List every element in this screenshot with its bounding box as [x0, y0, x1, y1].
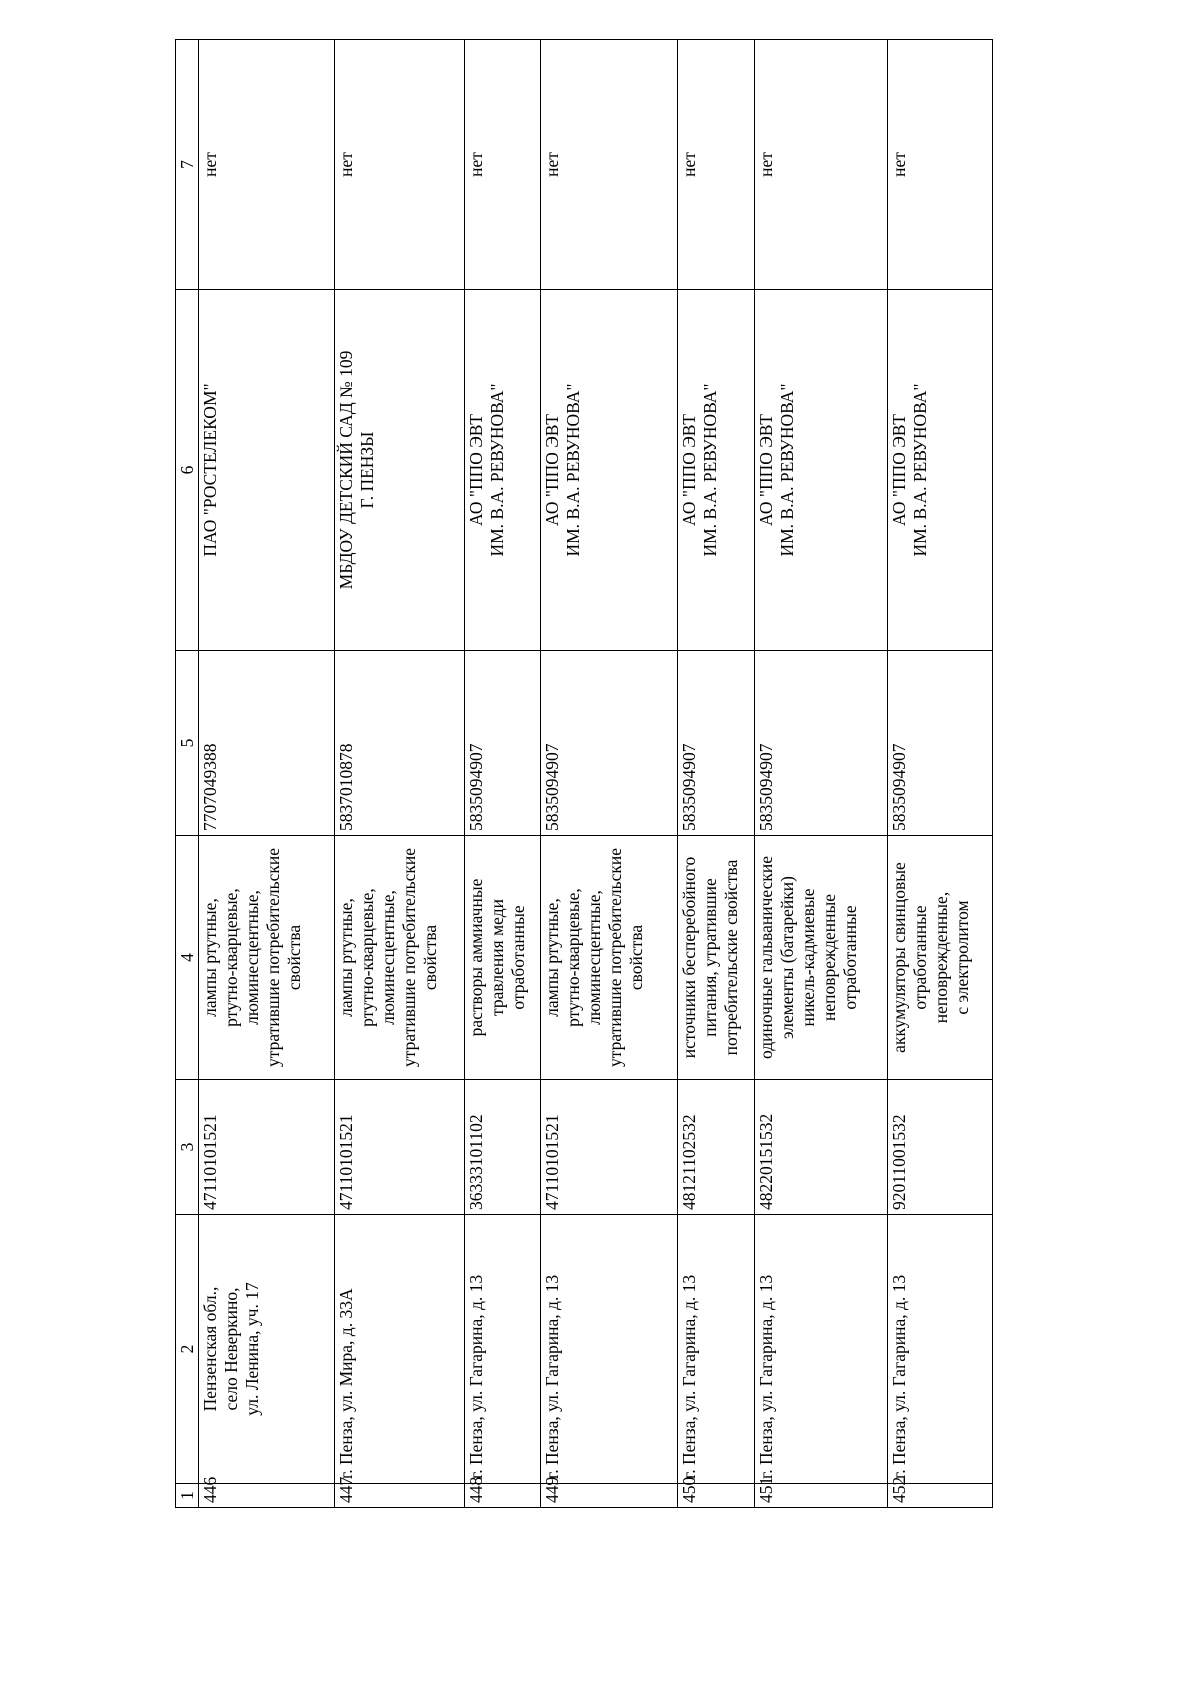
organization-cell [887, 290, 992, 651]
organization-line: ИМ. В.А. РЕВУНОВА" [776, 383, 797, 557]
waste-code: 47110101521 [335, 1114, 356, 1210]
waste-name-line: неповрежденные, [930, 891, 951, 1024]
waste-code-cell [199, 1080, 335, 1215]
address-cell [334, 1215, 464, 1484]
inn-number: 5837010878 [335, 743, 356, 831]
address-line: Пензенская обл., [200, 1286, 220, 1412]
inn-number: 5835094907 [679, 743, 699, 831]
waste-code: 48220151532 [755, 1113, 776, 1210]
waste-code-cell [541, 1080, 678, 1215]
address-line: ул. Ленина, уч. 17 [242, 1282, 262, 1416]
row-number: 450 [679, 1476, 699, 1503]
flag-cell [541, 40, 678, 290]
row-number: 448 [465, 1476, 486, 1503]
inn-cell [678, 651, 755, 836]
waste-name-line: утратившие потребительские [605, 848, 626, 1067]
waste-code-cell [334, 1080, 464, 1215]
organization-line: МБДОУ ДЕТСКИЙ САД № 109 [335, 350, 356, 590]
inn-cell [334, 651, 464, 836]
address-line: г. Пенза, ул. Гагарина, д. 13 [755, 1274, 776, 1479]
waste-code-cell [887, 1080, 992, 1215]
waste-name-cell [754, 836, 887, 1080]
flag-value: нет [755, 152, 776, 177]
waste-name-cell [678, 836, 755, 1080]
rotated-table-container [175, 40, 993, 1508]
waste-code: 92011001532 [888, 1114, 909, 1210]
row-number: 446 [200, 1476, 220, 1503]
inn-number: 5835094907 [542, 743, 563, 831]
waste-code: 48121102532 [679, 1114, 699, 1210]
organization-cell [541, 290, 678, 651]
address-line: г. Пенза, ул. Гагарина, д. 13 [542, 1274, 563, 1479]
waste-name-line: лампы ртутные, [542, 898, 563, 1017]
waste-name-line: свойства [419, 924, 440, 991]
waste-code: 36333101102 [465, 1114, 486, 1210]
column-number: 2 [176, 1215, 199, 1484]
waste-name-cell [887, 836, 992, 1080]
organization-line: ИМ. В.А. РЕВУНОВА" [563, 383, 584, 557]
address-cell [464, 1215, 541, 1484]
waste-name-line: потребительские свойства [721, 859, 741, 1056]
waste-name-cell [199, 836, 335, 1080]
row-number-cell [754, 1476, 887, 1508]
flag-cell [334, 40, 464, 290]
address-cell [754, 1215, 887, 1484]
table-row [199, 40, 335, 1508]
waste-name-line: аккумуляторы свинцовые [888, 862, 909, 1053]
organization-line: АО "ППО ЭВТ [888, 414, 909, 526]
column-number: 3 [176, 1080, 199, 1215]
address-line: г. Пенза, ул. Гагарина, д. 13 [465, 1274, 486, 1479]
waste-name-line: растворы аммиачные [465, 878, 486, 1037]
inn-number: 5835094907 [465, 743, 486, 831]
organization-cell [754, 290, 887, 651]
waste-code-cell [754, 1080, 887, 1215]
inn-number: 5835094907 [755, 743, 776, 831]
waste-name-line: лампы ртутные, [200, 898, 220, 1017]
waste-name-line: ртутно-кварцевые, [356, 888, 377, 1027]
row-number: 451 [755, 1476, 776, 1503]
inn-number: 7707049388 [200, 743, 220, 831]
flag-cell [199, 40, 335, 290]
organization-line: ПАО "РОСТЕЛЕКОМ" [200, 383, 220, 557]
organization-line: ИМ. В.А. РЕВУНОВА" [486, 383, 507, 557]
waste-name-line: отработанные [909, 905, 930, 1010]
column-number: 6 [176, 290, 199, 651]
table-row [541, 40, 678, 1508]
flag-cell [678, 40, 755, 290]
column-number: 5 [176, 651, 199, 836]
table-row [754, 40, 887, 1508]
organization-line: ИМ. В.А. РЕВУНОВА" [909, 383, 930, 557]
organization-cell [678, 290, 755, 651]
row-number-cell [464, 1476, 541, 1508]
waste-name-line: одиночные гальванические [755, 856, 776, 1059]
waste-name-line: люминесцентные, [584, 890, 605, 1025]
waste-name-cell [541, 836, 678, 1080]
table-row [464, 40, 541, 1508]
waste-code-cell [678, 1080, 755, 1215]
row-number: 447 [335, 1476, 356, 1503]
waste-name-cell [464, 836, 541, 1080]
address-line: г. Пенза, ул. Мира, д. 33А [335, 1288, 356, 1479]
waste-name-line: свойства [284, 924, 304, 991]
row-number-cell [678, 1476, 755, 1508]
waste-name-line: питания, утратившие [700, 878, 720, 1037]
flag-cell [464, 40, 541, 290]
organization-line: АО "ППО ЭВТ [679, 414, 699, 526]
waste-code-cell [464, 1080, 541, 1215]
address-line: г. Пенза, ул. Гагарина, д. 13 [679, 1274, 699, 1479]
waste-name-line: травления меди [486, 899, 507, 1016]
row-number-cell [887, 1476, 992, 1508]
table-row [334, 40, 464, 1508]
table-row [678, 40, 755, 1508]
flag-value: нет [542, 152, 563, 177]
organization-cell [334, 290, 464, 651]
organization-cell [464, 290, 541, 651]
waste-name-line: никель-кадмиевые [797, 888, 818, 1027]
address-cell [887, 1215, 992, 1484]
organization-line: АО "ППО ЭВТ [465, 414, 486, 526]
table-row [887, 40, 992, 1508]
column-number: 1 [176, 1484, 199, 1508]
inn-cell [887, 651, 992, 836]
address-cell [678, 1215, 755, 1484]
waste-name-line: элементы (батарейки) [776, 876, 797, 1039]
waste-name-line: ртутно-кварцевые, [221, 888, 241, 1027]
flag-value: нет [465, 152, 486, 177]
row-number: 449 [542, 1476, 563, 1503]
organization-line: ИМ. В.А. РЕВУНОВА" [700, 383, 720, 557]
flag-cell [754, 40, 887, 290]
waste-name-line: свойства [626, 924, 647, 991]
address-line: село Неверкино, [221, 1287, 241, 1411]
address-cell [541, 1215, 678, 1484]
waste-code: 47110101521 [542, 1114, 563, 1210]
inn-cell [199, 651, 335, 836]
flag-value: нет [200, 152, 220, 177]
waste-name-line: отработанные [839, 905, 860, 1010]
row-number-cell [334, 1476, 464, 1508]
inn-cell [541, 651, 678, 836]
waste-name-cell [334, 836, 464, 1080]
organization-line: Г. ПЕНЗЫ [356, 431, 377, 509]
row-number: 452 [888, 1476, 909, 1503]
waste-name-line: ртутно-кварцевые, [563, 888, 584, 1027]
waste-name-line: люминесцентные, [377, 890, 398, 1025]
organization-line: АО "ППО ЭВТ [542, 414, 563, 526]
flag-value: нет [888, 152, 909, 177]
column-number-row [176, 40, 199, 1508]
waste-name-line: лампы ртутные, [335, 898, 356, 1017]
waste-name-line: с электролитом [951, 900, 972, 1015]
inn-cell [464, 651, 541, 836]
address-line: г. Пенза, ул. Гагарина, д. 13 [888, 1274, 909, 1479]
row-number-cell [199, 1476, 335, 1508]
waste-name-line: утратившие потребительские [263, 848, 283, 1067]
waste-name-line: источники бесперебойного [679, 856, 699, 1059]
flag-value: нет [679, 152, 699, 177]
waste-registry-table [175, 39, 993, 1508]
waste-name-line: неповрежденные [818, 893, 839, 1022]
flag-value: нет [335, 152, 356, 177]
waste-name-line: люминесцентные, [242, 890, 262, 1025]
column-number: 4 [176, 836, 199, 1080]
organization-cell [199, 290, 335, 651]
inn-cell [754, 651, 887, 836]
row-number-cell [541, 1476, 678, 1508]
inn-number: 5835094907 [888, 743, 909, 831]
address-cell [199, 1215, 335, 1484]
organization-line: АО "ППО ЭВТ [755, 414, 776, 526]
column-number: 7 [176, 40, 199, 290]
flag-cell [887, 40, 992, 290]
waste-code: 47110101521 [200, 1114, 220, 1210]
waste-name-line: утратившие потребительские [398, 848, 419, 1067]
waste-name-line: отработанные [507, 905, 528, 1010]
